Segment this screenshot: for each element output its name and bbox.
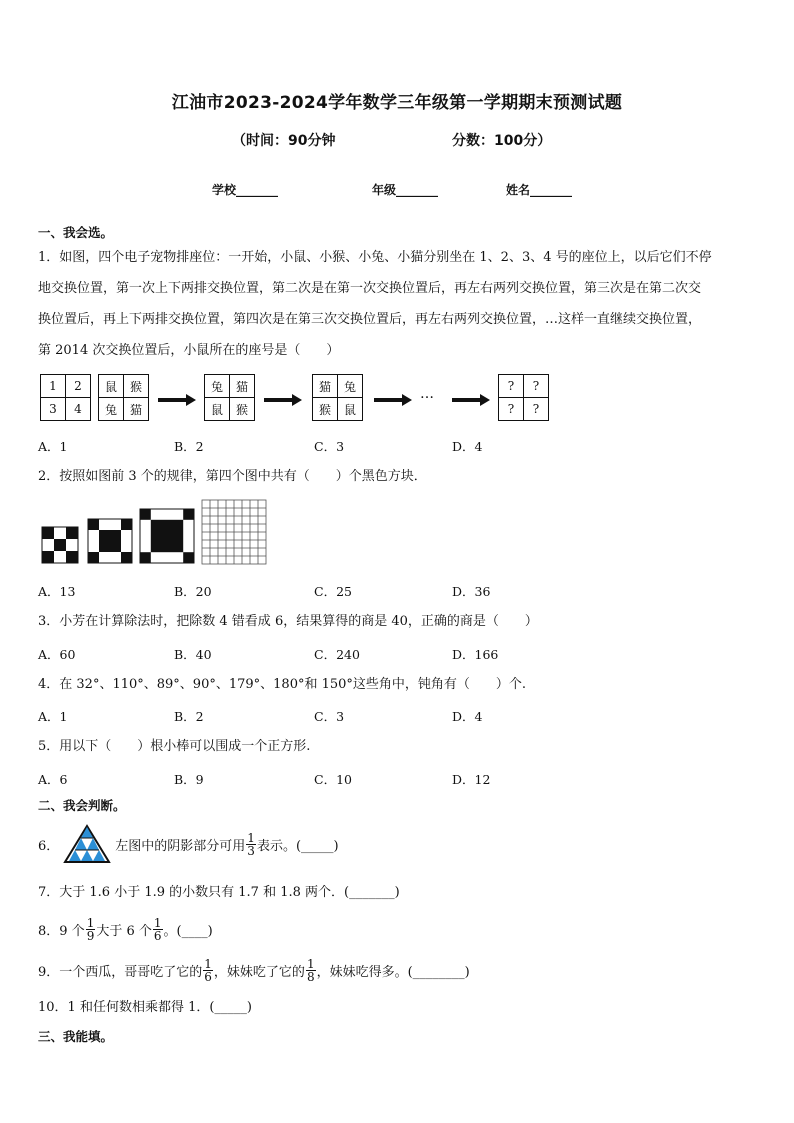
seat-cell: 鼠	[205, 398, 230, 421]
fraction-denominator: 9	[86, 928, 95, 943]
exam-score: 分数：100分）	[452, 133, 552, 149]
q5-option-b[interactable]: B．9	[174, 772, 204, 787]
q8-text-mid: 大于 6 个	[96, 923, 152, 939]
q5-option-a[interactable]: A．6	[38, 772, 68, 787]
seat-cell: 3	[41, 398, 66, 421]
q2-option-a[interactable]: A．13	[38, 584, 76, 599]
name-field: 姓名_______	[506, 183, 573, 197]
seat-cell: ?	[499, 375, 524, 398]
seat-grid-swap-2	[312, 374, 363, 421]
question-2: 2．按照如图前 3 个的规律，第四个图中共有（ ）个黑色方块．	[38, 469, 427, 484]
seat-cell: 猫	[124, 398, 149, 421]
question-9	[38, 953, 470, 987]
triangle-figure	[63, 824, 111, 864]
fraction-numerator: 1	[86, 915, 95, 930]
section-1-heading: 一、我会选。	[38, 225, 114, 240]
arrow-right-icon	[452, 392, 490, 411]
q3-option-d[interactable]: D．166	[452, 647, 499, 662]
q2-option-b[interactable]: B．20	[174, 584, 212, 599]
grade-field: 年级_______	[372, 183, 439, 197]
section-2-heading: 二、我会判断。	[38, 798, 126, 813]
q1-option-b[interactable]: B．2	[174, 439, 204, 454]
question-1	[38, 242, 758, 366]
seat-cell: 猴	[230, 398, 255, 421]
q6-number: 6．	[38, 838, 60, 854]
fraction-numerator: 1	[247, 830, 255, 845]
fraction-one-sixth	[203, 958, 213, 983]
ellipsis: …	[420, 386, 434, 402]
q5-option-d[interactable]: D．12	[452, 772, 491, 787]
seat-cell: 兔	[99, 398, 124, 421]
fraction-one-eighth	[306, 958, 316, 983]
question-8	[38, 912, 213, 946]
q1-option-a[interactable]: A．1	[38, 439, 68, 454]
fraction-numerator: 1	[153, 915, 162, 930]
question-10: 10．1 和任何数相乘都得 1．(_____)	[38, 1000, 252, 1015]
fraction-denominator: 8	[306, 969, 315, 984]
seat-cell: 猴	[313, 398, 338, 421]
school-field: 学校_______	[212, 183, 279, 197]
question-5: 5．用以下（ ）根小棒可以围成一个正方形.	[38, 739, 311, 754]
arrow-right-icon	[374, 392, 412, 411]
q3-option-a[interactable]: A．60	[38, 647, 76, 662]
q6-text-post: 表示。(_____)	[256, 838, 339, 854]
exam-title: 江油市2023-2024学年数学三年级第一学期期末预测试题	[171, 93, 623, 113]
q6-text-pre: 左图中的阴影部分可用	[115, 838, 246, 854]
pattern-figure-3	[140, 509, 194, 563]
question-3: 3．小芳在计算除法时，把除数 4 错看成 6，结果算得的商是 40，正确的商是（ ）	[38, 614, 538, 629]
q9-text-pre: 9．一个西瓜，哥哥吃了它的	[38, 964, 203, 980]
seat-cell: ?	[499, 398, 524, 421]
seat-cell: 4	[66, 398, 91, 421]
q4-option-b[interactable]: B．2	[174, 709, 204, 724]
fraction-one-sixth	[153, 917, 163, 942]
pattern-figure-2	[88, 519, 132, 563]
fraction-denominator: 3	[247, 843, 255, 858]
arrow-right-icon	[264, 392, 302, 411]
seat-grid-swap-1	[204, 374, 255, 421]
q9-text-post: ，妹妹吃得多。(________)	[316, 964, 470, 980]
seat-cell: 兔	[205, 375, 230, 398]
q1-option-d[interactable]: D．4	[452, 439, 483, 454]
section-3-heading: 三、我能填。	[38, 1029, 114, 1044]
fraction-one-ninth	[86, 917, 96, 942]
q9-text-mid: ，妹妹吃了它的	[213, 964, 305, 980]
seat-cell: 2	[66, 375, 91, 398]
fraction-denominator: 6	[153, 928, 162, 943]
q5-option-c[interactable]: C．10	[314, 772, 352, 787]
seat-cell: ?	[524, 375, 549, 398]
fraction-numerator: 1	[306, 956, 315, 971]
q1-line: 换位置后，再上下两排交换位置，第四次是在第三次交换位置后，再左右两列交换位置，…这样一直继续交换位置，	[38, 312, 702, 327]
seat-grid-start	[98, 374, 149, 421]
q3-option-c[interactable]: C．240	[314, 647, 360, 662]
fraction-numerator: 1	[204, 956, 212, 971]
question-7: 7．大于 1.6 小于 1.9 的小数只有 1.7 和 1.8 两个．(_______)	[38, 885, 400, 900]
seat-grid-unknown	[498, 374, 549, 421]
q1-line: 地交换位置，第一次上下两排交换位置，第二次是在第一次交换位置后，再左右两列交换位置，第三次是在第二次交	[38, 281, 702, 296]
q8-text-post: 。(____)	[163, 923, 213, 939]
pattern-figure-1	[42, 527, 78, 563]
seat-cell: 鼠	[338, 398, 363, 421]
question-4: 4．在 32°、110°、89°、90°、179°、180°和 150°这些角中，钝角有（ ）个.	[38, 677, 527, 692]
q3-option-b[interactable]: B．40	[174, 647, 212, 662]
fraction-one-third	[246, 832, 256, 857]
seat-cell: 1	[41, 375, 66, 398]
q8-text-pre: 8．9 个	[38, 923, 85, 939]
q1-line: 1．如图，四个电子宠物排座位：一开始，小鼠、小猴、小兔、小猫分别坐在 1、2、3、4 号的座位上，以后它们不停	[38, 250, 712, 265]
q2-option-d[interactable]: D．36	[452, 584, 491, 599]
seat-cell: 猴	[124, 375, 149, 398]
seat-cell: 猫	[313, 375, 338, 398]
fraction-denominator: 6	[204, 969, 212, 984]
q2-option-c[interactable]: C．25	[314, 584, 352, 599]
q1-option-c[interactable]: C．3	[314, 439, 345, 454]
seat-cell: 猫	[230, 375, 255, 398]
exam-time: （时间：90分钟	[232, 133, 336, 149]
seat-cell: 鼠	[99, 375, 124, 398]
q4-option-a[interactable]: A．1	[38, 709, 68, 724]
seat-grid-initial	[40, 374, 91, 421]
q4-option-d[interactable]: D．4	[452, 709, 483, 724]
pattern-figures	[40, 498, 280, 574]
q1-line: 第 2014 次交换位置后，小鼠所在的座号是（ ）	[38, 343, 340, 358]
arrow-right-icon	[158, 392, 196, 411]
seat-cell: ?	[524, 398, 549, 421]
seat-cell: 兔	[338, 375, 363, 398]
pattern-figure-4	[202, 500, 266, 564]
q4-option-c[interactable]: C．3	[314, 709, 345, 724]
question-6	[38, 824, 339, 864]
